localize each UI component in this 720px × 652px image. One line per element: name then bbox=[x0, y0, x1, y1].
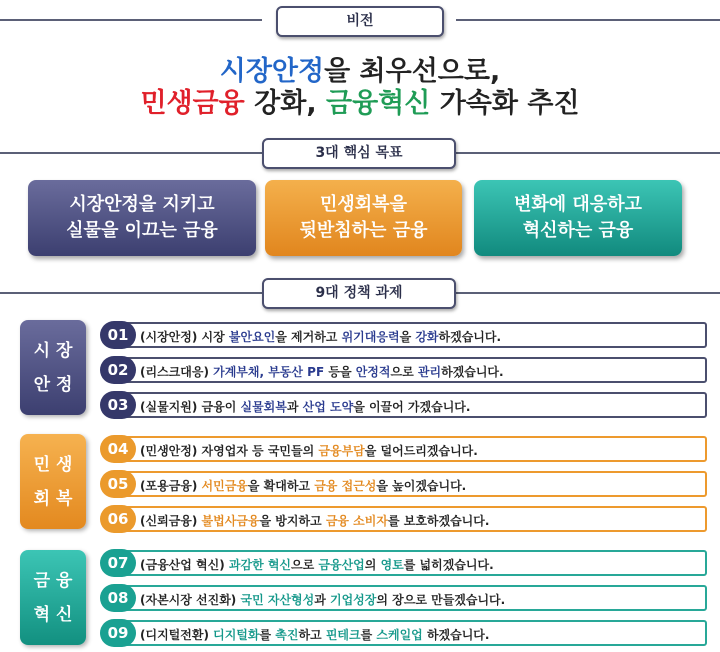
task-text: 하겠습니다. bbox=[441, 365, 504, 379]
task-number-badge: 05 bbox=[100, 470, 136, 498]
task-text: 을 제거하고 bbox=[275, 330, 342, 344]
vision-line-2 bbox=[0, 88, 720, 120]
vision-keyword: 시장안정 bbox=[219, 56, 325, 87]
task-item bbox=[112, 620, 707, 646]
task-text: 등을 bbox=[324, 365, 356, 379]
vision-keyword: 민생금융 bbox=[140, 88, 245, 119]
category-text: 회 복 bbox=[33, 488, 73, 509]
vision-line-1 bbox=[0, 56, 720, 88]
task-highlight: 강화 bbox=[415, 330, 439, 344]
task-highlight: 관리 bbox=[417, 365, 442, 379]
category-innovation bbox=[20, 550, 86, 645]
divider bbox=[456, 292, 720, 294]
task-item bbox=[112, 471, 707, 497]
task-highlight: 불법사금융 bbox=[201, 514, 260, 528]
category-livelihood bbox=[20, 434, 86, 529]
goal-text: 혁신하는 금융 bbox=[522, 220, 634, 241]
task-highlight: 불안요인 bbox=[228, 330, 276, 344]
task-text: 를 넓히겠습니다. bbox=[403, 558, 494, 572]
task-text: (리스크대응) bbox=[140, 365, 214, 379]
task-text: 의 bbox=[364, 558, 381, 572]
divider bbox=[0, 19, 262, 21]
task-number-badge: 04 bbox=[100, 435, 136, 463]
task-number-badge: 02 bbox=[100, 356, 136, 384]
goal-text: 변화에 대응하고 bbox=[514, 194, 642, 215]
category-text: 안 정 bbox=[33, 374, 73, 395]
task-item bbox=[112, 585, 707, 611]
task-number-badge: 08 bbox=[100, 584, 136, 612]
task-text: 을 확대하고 bbox=[247, 479, 315, 493]
task-text: (시장안정) 시장 bbox=[140, 330, 229, 344]
category-text: 금 융 bbox=[33, 570, 73, 591]
task-highlight: 금융 접근성 bbox=[314, 479, 377, 493]
task-highlight: 실물회복 bbox=[240, 400, 287, 414]
divider bbox=[456, 19, 720, 21]
vision-text: 강화, bbox=[244, 88, 326, 119]
vision-text: 을 최우선으로, bbox=[324, 56, 501, 87]
vision-text: 가속화 추진 bbox=[430, 88, 580, 119]
task-highlight: 스케일업 bbox=[376, 628, 423, 642]
task-text: 을 이끌어 가겠습니다. bbox=[353, 400, 471, 414]
task-highlight: 금융산업 bbox=[318, 558, 365, 572]
section-label-tasks: 9대 정책 과제 bbox=[262, 278, 456, 309]
task-item bbox=[112, 436, 707, 462]
task-text: 으로 bbox=[291, 558, 319, 572]
task-highlight: 산업 도약 bbox=[302, 400, 354, 414]
task-highlight: 가계부채, 부동산 PF bbox=[213, 365, 325, 379]
task-text: 과 bbox=[286, 400, 303, 414]
task-highlight: 핀테크 bbox=[325, 628, 361, 642]
divider bbox=[456, 152, 720, 154]
task-highlight: 서민금융 bbox=[201, 479, 248, 493]
task-item bbox=[112, 550, 707, 576]
goal-card-livelihood bbox=[265, 180, 462, 256]
task-number-badge: 01 bbox=[100, 321, 136, 349]
section-label-goals: 3대 핵심 목표 bbox=[262, 138, 456, 169]
goal-text: 뒷받침하는 금융 bbox=[299, 220, 428, 241]
task-text: 하고 bbox=[298, 628, 326, 642]
task-highlight: 위기대응력 bbox=[341, 330, 400, 344]
task-highlight: 안정적 bbox=[355, 365, 391, 379]
category-text: 민 생 bbox=[33, 454, 73, 475]
task-number-badge: 07 bbox=[100, 549, 136, 577]
task-text: (금융산업 혁신) bbox=[140, 558, 229, 572]
task-text: (포용금융) bbox=[140, 479, 202, 493]
category-text: 시 장 bbox=[33, 340, 73, 361]
task-text: (실물지원) 금융이 bbox=[140, 400, 241, 414]
task-number-badge: 09 bbox=[100, 619, 136, 647]
goal-text: 민생회복을 bbox=[320, 194, 407, 215]
task-text: 를 bbox=[259, 628, 276, 642]
task-text: 을 bbox=[399, 330, 416, 344]
task-text: 을 방지하고 bbox=[259, 514, 326, 528]
task-item bbox=[112, 392, 707, 418]
category-text: 혁 신 bbox=[33, 604, 73, 625]
divider bbox=[0, 152, 262, 154]
task-text: (자본시장 선진화) bbox=[140, 593, 241, 607]
task-text: 하겠습니다. bbox=[422, 628, 490, 642]
task-highlight: 영토 bbox=[380, 558, 404, 572]
task-text: 과 bbox=[314, 593, 330, 607]
task-text: (디지털전환) bbox=[140, 628, 214, 642]
task-number-badge: 06 bbox=[100, 505, 136, 533]
task-text: 를 bbox=[360, 628, 377, 642]
task-highlight: 과감한 혁신 bbox=[228, 558, 292, 572]
task-item bbox=[112, 322, 707, 348]
divider bbox=[0, 292, 262, 294]
task-item bbox=[112, 357, 707, 383]
task-number-badge: 03 bbox=[100, 391, 136, 419]
goal-text: 시장안정을 지키고 bbox=[69, 194, 215, 215]
goal-card-innovation bbox=[474, 180, 682, 256]
goal-card-market-stability bbox=[28, 180, 256, 256]
task-text: 을 높이겠습니다. bbox=[376, 479, 467, 493]
vision-keyword: 금융혁신 bbox=[326, 88, 431, 119]
task-highlight: 촉진 bbox=[275, 628, 299, 642]
task-highlight: 디지털화 bbox=[213, 628, 260, 642]
task-highlight: 국민 자산형성 bbox=[240, 593, 315, 607]
task-highlight: 금융 소비자 bbox=[325, 514, 388, 528]
section-label-vision: 비전 bbox=[276, 6, 444, 37]
goal-text: 실물을 이끄는 금융 bbox=[66, 220, 218, 241]
task-highlight: 금융부담 bbox=[318, 444, 365, 458]
task-highlight: 기업성장 bbox=[330, 593, 377, 607]
task-text: (민생안정) 자영업자 등 국민들의 bbox=[140, 444, 319, 458]
category-market-stability bbox=[20, 320, 86, 415]
task-text: 으로 bbox=[390, 365, 418, 379]
task-text: 를 보호하겠습니다. bbox=[387, 514, 490, 528]
task-text: 의 장으로 만들겠습니다. bbox=[376, 593, 506, 607]
task-text: 하겠습니다. bbox=[438, 330, 502, 344]
task-item bbox=[112, 506, 707, 532]
task-text: (신뢰금융) bbox=[140, 514, 202, 528]
task-text: 을 덜어드리겠습니다. bbox=[364, 444, 478, 458]
